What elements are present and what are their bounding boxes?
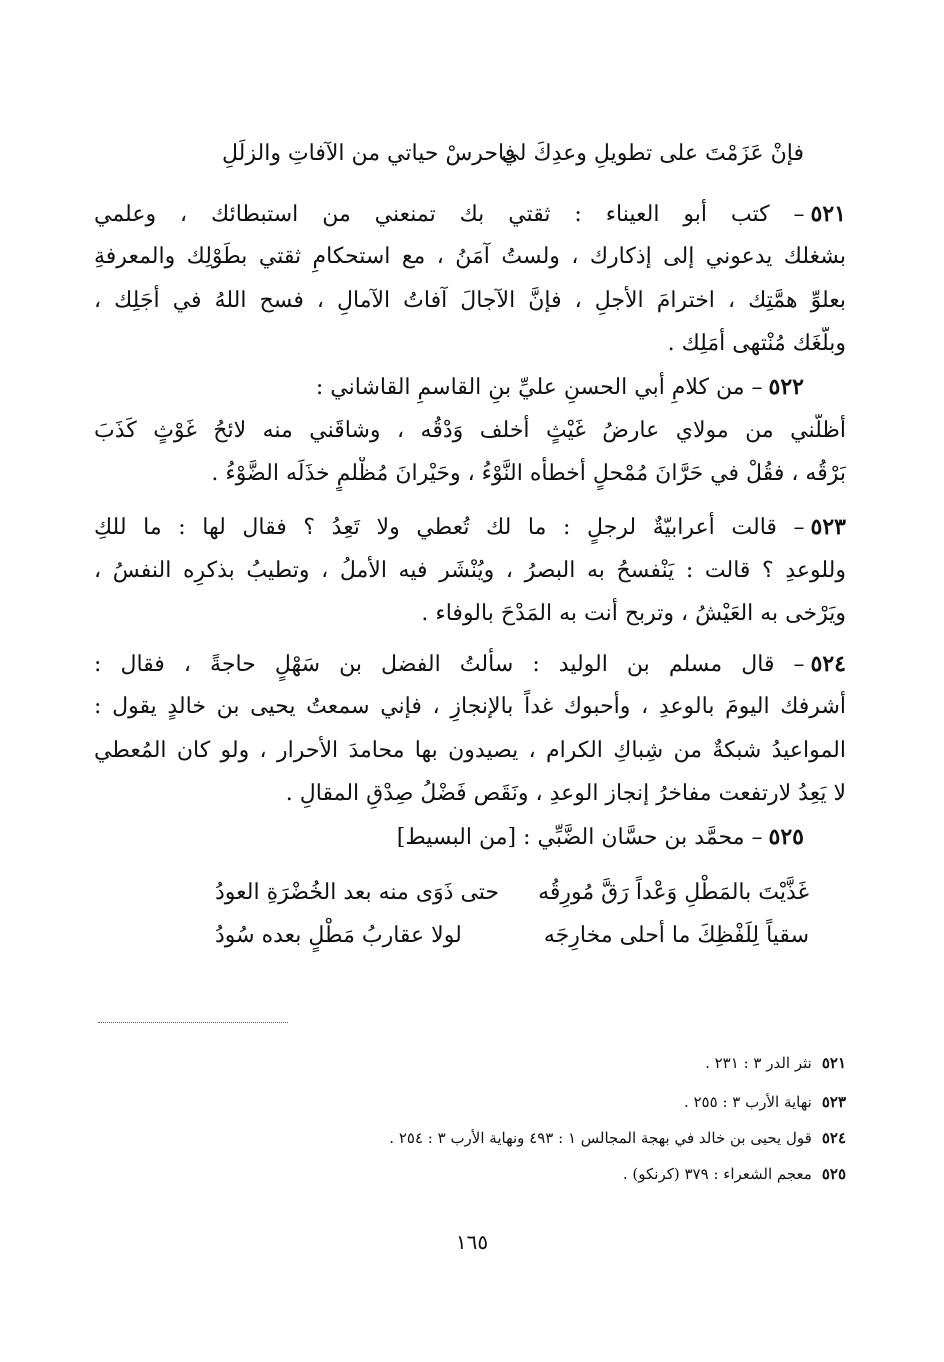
entry-522-line-1: ٥٢٢– من كلامِ أبي الحسنِ عليِّ بنِ القاسمِ القاشاني : <box>315 374 804 400</box>
entry-525-line-1: ٥٢٥– محمَّد بن حسَّان الضَّبِّي : [من البسيط] <box>396 824 804 850</box>
entry-521-line-3: بعلوِّ همَّتِك ، اخترامَ الأجلِ ، فإنَّ الآجالَ آفاتُ الآمالِ ، فسح اللهُ في أجَلِك ، <box>94 288 846 313</box>
verse-2-second-hemistich: لولا عقاربُ مَطْلٍ بعده سُودُ <box>215 923 462 948</box>
footnote-525: ٥٢٥معجم الشعراء : ٣٧٩ (كرنكو) . <box>622 1165 846 1183</box>
entry-523-line-2: وللوعدِ ؟ قالت : يَنْفسحُ به البصرُ ، ويُنْشَر فيه الأملُ ، وتطيبُ بذكرِه النفسُ ، <box>94 558 846 583</box>
verse-1-first-hemistich: غَذَّيْتَ بالمَطْلِ وَعْداً رَقَّ مُورِقُه <box>538 880 809 905</box>
entry-number: ٥٢٢ <box>768 374 804 400</box>
footnote-524: ٥٢٤قول يحيى بن خالد في بهجة المجالس ١ : ٤٩٣ ونهاية الأرب ٣ : ٢٥٤ . <box>389 1129 846 1147</box>
entry-524-line-3: المواعيدُ شبكةٌ من شِباكِ الكرام ، يصيدون بها محامدَ الأحرار ، ولو كان المُعطي <box>94 738 846 763</box>
footnote-521: ٥٢١نثر الدر ٣ : ٢٣١ . <box>705 1054 846 1072</box>
entry-521-line-4: وبلَّغَك مُنْتهى أمَلِك . <box>667 331 846 356</box>
footnote-number: ٥٢٣ <box>821 1093 846 1111</box>
footnote-number: ٥٢٥ <box>821 1165 846 1183</box>
entry-524-line-4: لا يَعِدُ لارتفعت مفاخرُ إنجاز الوعدِ ، ونَقَص فَضْلُ صِدْقِ المقالِ . <box>285 781 846 806</box>
entry-522-line-2: أظلَّني من مولاي عارضُ غَيْثٍ أخلف وَدْقُه ، وشاقَني منه لائحُ غَوْثٍ كَذَبَ <box>94 418 846 443</box>
entry-number: ٥٢٥ <box>768 824 804 850</box>
footnote-separator <box>98 1022 288 1023</box>
entry-524-line-2: أشرفك اليومَ بالوعدِ ، وأحبوك غداً بالإنجازِ ، فإني سمعتُ يحيى بن خالدٍ يقول : <box>94 694 846 719</box>
entry-521-line-1: ٥٢١– كتب أبو العيناء : ثقتي بك تمنعني من استبطائك ، وعلمي <box>94 201 846 227</box>
entry-523-line-1: ٥٢٣– قالت أعرابيّةٌ لرجلٍ : ما لك تُعطي ولا تَعِدُ ؟ فقال لها : ما للكِ <box>94 514 846 540</box>
entry-521-line-2: بشغلك يدعوني إلى إذكارك ، ولستُ آمَنُ ، مع استحكامِ ثقتي بطَوْلِك والمعرفةِ <box>94 244 846 269</box>
entry-524-line-1: ٥٢٤– قال مسلم بن الوليد : سألتُ الفضل بن سَهْلٍ حاجةً ، فقال : <box>94 651 846 677</box>
opening-verse-second-hemistich: فاحرسْ حياتي من الآفاتِ والزلَلِ <box>222 141 516 166</box>
entry-523-line-3: ويَرْخى به العَيْشُ ، وتربح أنت به المَدْحَ بالوفاء . <box>421 601 846 626</box>
page-number: ١٦٥ <box>455 1230 489 1254</box>
verse-1-second-hemistich: حتى ذَوَى منه بعد الخُضْرَةِ العودُ <box>215 880 500 905</box>
verse-2-first-hemistich: سقياً لِلَفْظِكَ ما أحلى مخارِجَه <box>543 923 809 948</box>
footnote-number: ٥٢١ <box>821 1054 846 1072</box>
entry-number: ٥٢١ <box>810 201 846 227</box>
entry-number: ٥٢٣ <box>810 514 846 540</box>
footnote-523: ٥٢٣نهاية الأرب ٣ : ٢٥٥ . <box>683 1093 846 1111</box>
footnote-number: ٥٢٤ <box>821 1129 846 1147</box>
entry-522-line-3: بَرْقُه ، فقُلْ في حَرَّانَ مُمْحلٍ أخطأه النَّوْءُ ، وحَيْرانَ مُظْلمٍ خذَلَه الضَّوْءُ . <box>211 461 846 486</box>
opening-verse-first-hemistich: فإنْ عَزَمْتَ على تطويلِ وعدِكَ لي <box>501 141 804 166</box>
entry-number: ٥٢٤ <box>810 651 846 677</box>
